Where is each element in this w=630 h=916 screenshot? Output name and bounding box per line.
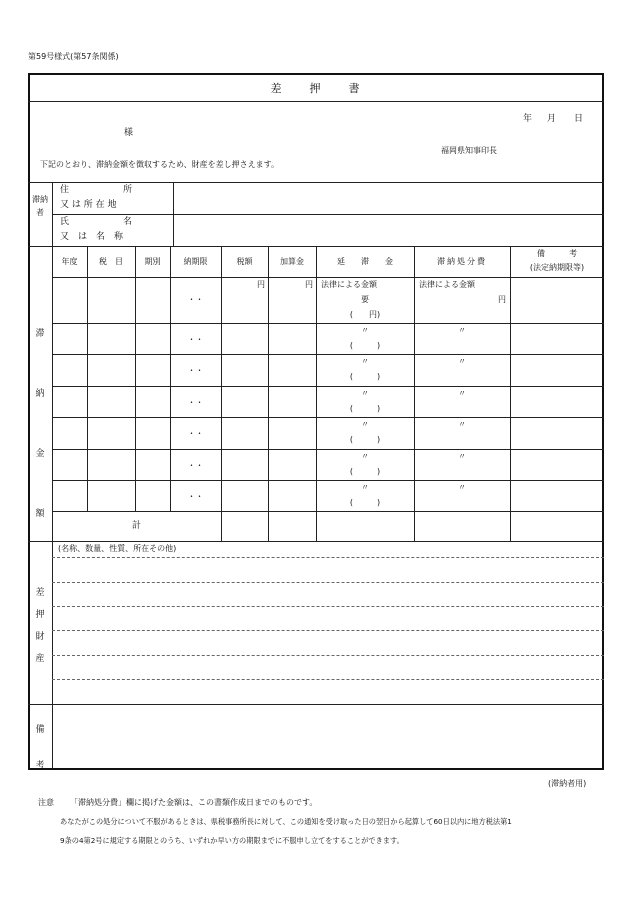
header-additional: 加算金	[280, 257, 304, 266]
document-title: 差 押 書	[270, 82, 362, 95]
date-year: 年	[523, 114, 533, 124]
yen-additional: 円	[305, 280, 313, 289]
remarks-section-label: 備考	[35, 725, 45, 771]
date-month: 月	[547, 114, 557, 124]
disposal-fee-ditto: 〃	[458, 483, 466, 492]
late-fee-ditto: 〃	[361, 357, 369, 366]
due-date-dots: ・・	[187, 366, 204, 375]
amounts-section-label: 滞納金額	[35, 329, 45, 519]
due-date-dots: ・・	[187, 335, 204, 344]
intro-text: 下記のとおり、滞納金額を徴収するため、財産を差し押さえます。	[40, 160, 280, 169]
disposal-fee-ditto: 〃	[458, 357, 466, 366]
address-label-2: 又 は 所 在 地	[60, 200, 117, 210]
late-fee-ditto: 〃	[361, 326, 369, 335]
late-fee-paren: ( )	[349, 467, 381, 476]
disposal-fee-ditto: 〃	[458, 389, 466, 398]
late-fee-ditto: 〃	[361, 483, 369, 492]
late-fee-paren: ( )	[349, 341, 381, 350]
first-disposal-fee: 法律による金額	[419, 280, 475, 289]
late-fee-paren: ( )	[349, 404, 381, 413]
name-label-2: 又 は 名 称	[60, 232, 124, 242]
late-fee-ditto: 〃	[361, 420, 369, 429]
header-remarks: 備 考	[537, 249, 577, 258]
header-late-fee: 延 滞 金	[337, 257, 393, 266]
late-fee-paren: ( )	[349, 372, 381, 381]
late-fee-ditto: 〃	[361, 389, 369, 398]
caution-line-3: 9条の4第2号に規定する期限とのうち、いずれか早い方の期限までに不服申し立てをすることができます。	[60, 836, 404, 845]
delinquent-label: 滞納者	[32, 195, 48, 217]
header-year: 年度	[61, 257, 78, 266]
yen-tax-amount: 円	[257, 280, 265, 289]
caution-line-1: 「滞納処分費」欄に掲げた金額は、この書類作成日までのものです。	[70, 798, 318, 807]
addressee-suffix: 様	[124, 128, 134, 138]
header-remarks-sub: (法定納期限等)	[529, 263, 585, 272]
caution-line-2: あなたがこの処分について不服があるときは、県税事務所長に対して、この通知を受け取った日の翌日から起算して60日以内に地方税法第1	[60, 817, 512, 826]
header-period: 期別	[144, 257, 161, 266]
total-label: 計	[131, 521, 141, 531]
property-section-label: 差押財産	[35, 588, 45, 664]
late-fee-paren: ( )	[349, 435, 381, 444]
issuer-name: 福岡県知事印長	[441, 146, 497, 155]
due-date-dots: ・・	[187, 461, 204, 470]
address-label-1: 住 所	[60, 185, 133, 195]
due-date-dots: ・・	[187, 295, 204, 304]
disposal-fee-ditto: 〃	[458, 326, 466, 335]
disposal-fee-ditto: 〃	[458, 420, 466, 429]
property-header-note: (名称、数量、性質、所在その他)	[58, 544, 177, 553]
due-date-dots: ・・	[187, 492, 204, 501]
first-late-fee-line1: 法律による金額	[321, 280, 377, 289]
first-late-fee-line3: ( 円)	[349, 310, 381, 319]
caution-label: 注意	[38, 798, 54, 807]
header-disposal-fee: 滞納処分費	[437, 257, 487, 266]
name-label-1: 氏 名	[60, 217, 133, 227]
yen-disposal-fee: 円	[498, 295, 506, 304]
late-fee-paren: ( )	[349, 498, 381, 507]
date-day: 日	[574, 114, 584, 124]
usage-note: (滞納者用)	[548, 779, 587, 788]
due-date-dots: ・・	[187, 429, 204, 438]
late-fee-ditto: 〃	[361, 452, 369, 461]
form-number: 第59号様式(第57条関係)	[28, 52, 119, 61]
due-date-dots: ・・	[187, 398, 204, 407]
first-late-fee-line2: 要	[361, 295, 369, 304]
header-tax-item: 税 目	[99, 257, 123, 266]
header-tax-amount: 税額	[236, 257, 253, 266]
disposal-fee-ditto: 〃	[458, 452, 466, 461]
header-due-date: 納期限	[183, 257, 208, 266]
